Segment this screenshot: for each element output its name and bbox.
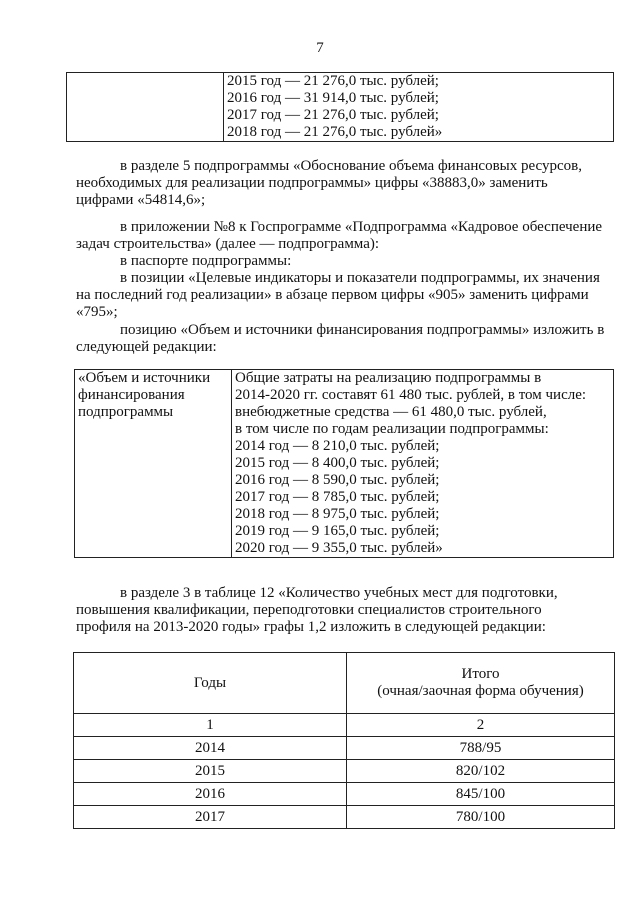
total-cell: 788/95: [347, 737, 615, 760]
text-line: в позиции «Целевые индикаторы и показатели подпрограммы, их значения: [120, 270, 600, 286]
column-number: 2: [347, 714, 615, 737]
value-line: 2015 год — 8 400,0 тыс. рублей;: [235, 455, 440, 471]
text-line: в приложении №8 к Госпрограмме «Подпрограмма «Кадровое обеспечение: [120, 219, 603, 235]
training-places-table: [73, 652, 615, 829]
text-line: позицию «Объем и источники финансирования подпрограммы» изложить в: [120, 322, 605, 338]
table-row: [74, 760, 615, 783]
value-line: Общие затраты на реализацию подпрограммы в: [235, 370, 542, 386]
label-line: подпрограммы: [78, 404, 174, 420]
paragraph-appendix-8: [76, 219, 613, 253]
header-years: Годы: [74, 653, 347, 714]
continuation-table-left-cell: [67, 73, 224, 142]
value-line: 2014-2020 гг. составят 61 480 тыс. рублей, в том числе:: [235, 387, 587, 403]
text-line: в паспорте подпрограммы:: [120, 253, 292, 269]
value-line: 2020 год — 9 355,0 тыс. рублей»: [235, 540, 443, 556]
label-line: «Объем и источники: [78, 370, 211, 386]
value-line: 2014 год — 8 210,0 тыс. рублей;: [235, 438, 440, 454]
paragraph-passport: [76, 253, 613, 270]
year-cell: 2016: [74, 783, 347, 806]
paragraph-funding-position: [76, 322, 613, 356]
continuation-table: [66, 72, 614, 142]
table-row: [74, 737, 615, 760]
text-line: цифрами «54814,6»;: [76, 192, 206, 208]
paragraph-section-5: [76, 158, 613, 209]
value-line: в том числе по годам реализации подпрограммы:: [235, 421, 549, 437]
total-cell: 780/100: [347, 806, 615, 829]
table-row: [74, 783, 615, 806]
paragraph-table-12: [76, 585, 613, 636]
value-line: 2018 год — 8 975,0 тыс. рублей;: [235, 506, 440, 522]
value-line: внебюджетные средства — 61 480,0 тыс. рублей,: [235, 404, 547, 420]
funding-line: 2018 год — 21 276,0 тыс. рублей»: [227, 124, 443, 140]
header-total-title: Итого: [461, 666, 500, 682]
year-cell: 2015: [74, 760, 347, 783]
funding-table-value-cell: [232, 370, 614, 558]
funding-line: 2015 год — 21 276,0 тыс. рублей;: [227, 73, 439, 89]
column-number: 1: [74, 714, 347, 737]
funding-line: 2017 год — 21 276,0 тыс. рублей;: [227, 107, 439, 123]
text-line: на последний год реализации» в абзаце первом цифры «905» заменить цифрами: [76, 287, 589, 303]
funding-table-label-cell: [75, 370, 232, 558]
year-cell: 2017: [74, 806, 347, 829]
text-line: в разделе 5 подпрограммы «Обоснование объема финансовых ресурсов,: [120, 158, 582, 174]
header-total-subtitle: (очная/заочная форма обучения): [377, 683, 584, 699]
paragraph-indicators: [76, 270, 613, 321]
text-line: «795»;: [76, 304, 118, 320]
table-row: [74, 806, 615, 829]
year-cell: 2014: [74, 737, 347, 760]
value-line: 2017 год — 8 785,0 тыс. рублей;: [235, 489, 440, 505]
text-line: повышения квалификации, переподготовки специалистов строительного: [76, 602, 542, 618]
header-total: [347, 653, 615, 714]
value-line: 2019 год — 9 165,0 тыс. рублей;: [235, 523, 440, 539]
text-line: задач строительства» (далее — подпрограмма):: [76, 236, 380, 252]
funding-table: [74, 369, 614, 558]
funding-line: 2016 год — 31 914,0 тыс. рублей;: [227, 90, 439, 106]
text-line: профиля на 2013-2020 годы» графы 1,2 изложить в следующей редакции:: [76, 619, 546, 635]
page-number: 7: [316, 40, 324, 56]
text-line: необходимых для реализации подпрограммы» цифры «38883,0» заменить: [76, 175, 548, 191]
total-cell: 820/102: [347, 760, 615, 783]
label-line: финансирования: [78, 387, 185, 403]
value-line: 2016 год — 8 590,0 тыс. рублей;: [235, 472, 440, 488]
continuation-table-right-cell: [224, 73, 614, 142]
text-line: следующей редакции:: [76, 339, 217, 355]
text-line: в разделе 3 в таблице 12 «Количество учебных мест для подготовки,: [120, 585, 558, 601]
total-cell: 845/100: [347, 783, 615, 806]
